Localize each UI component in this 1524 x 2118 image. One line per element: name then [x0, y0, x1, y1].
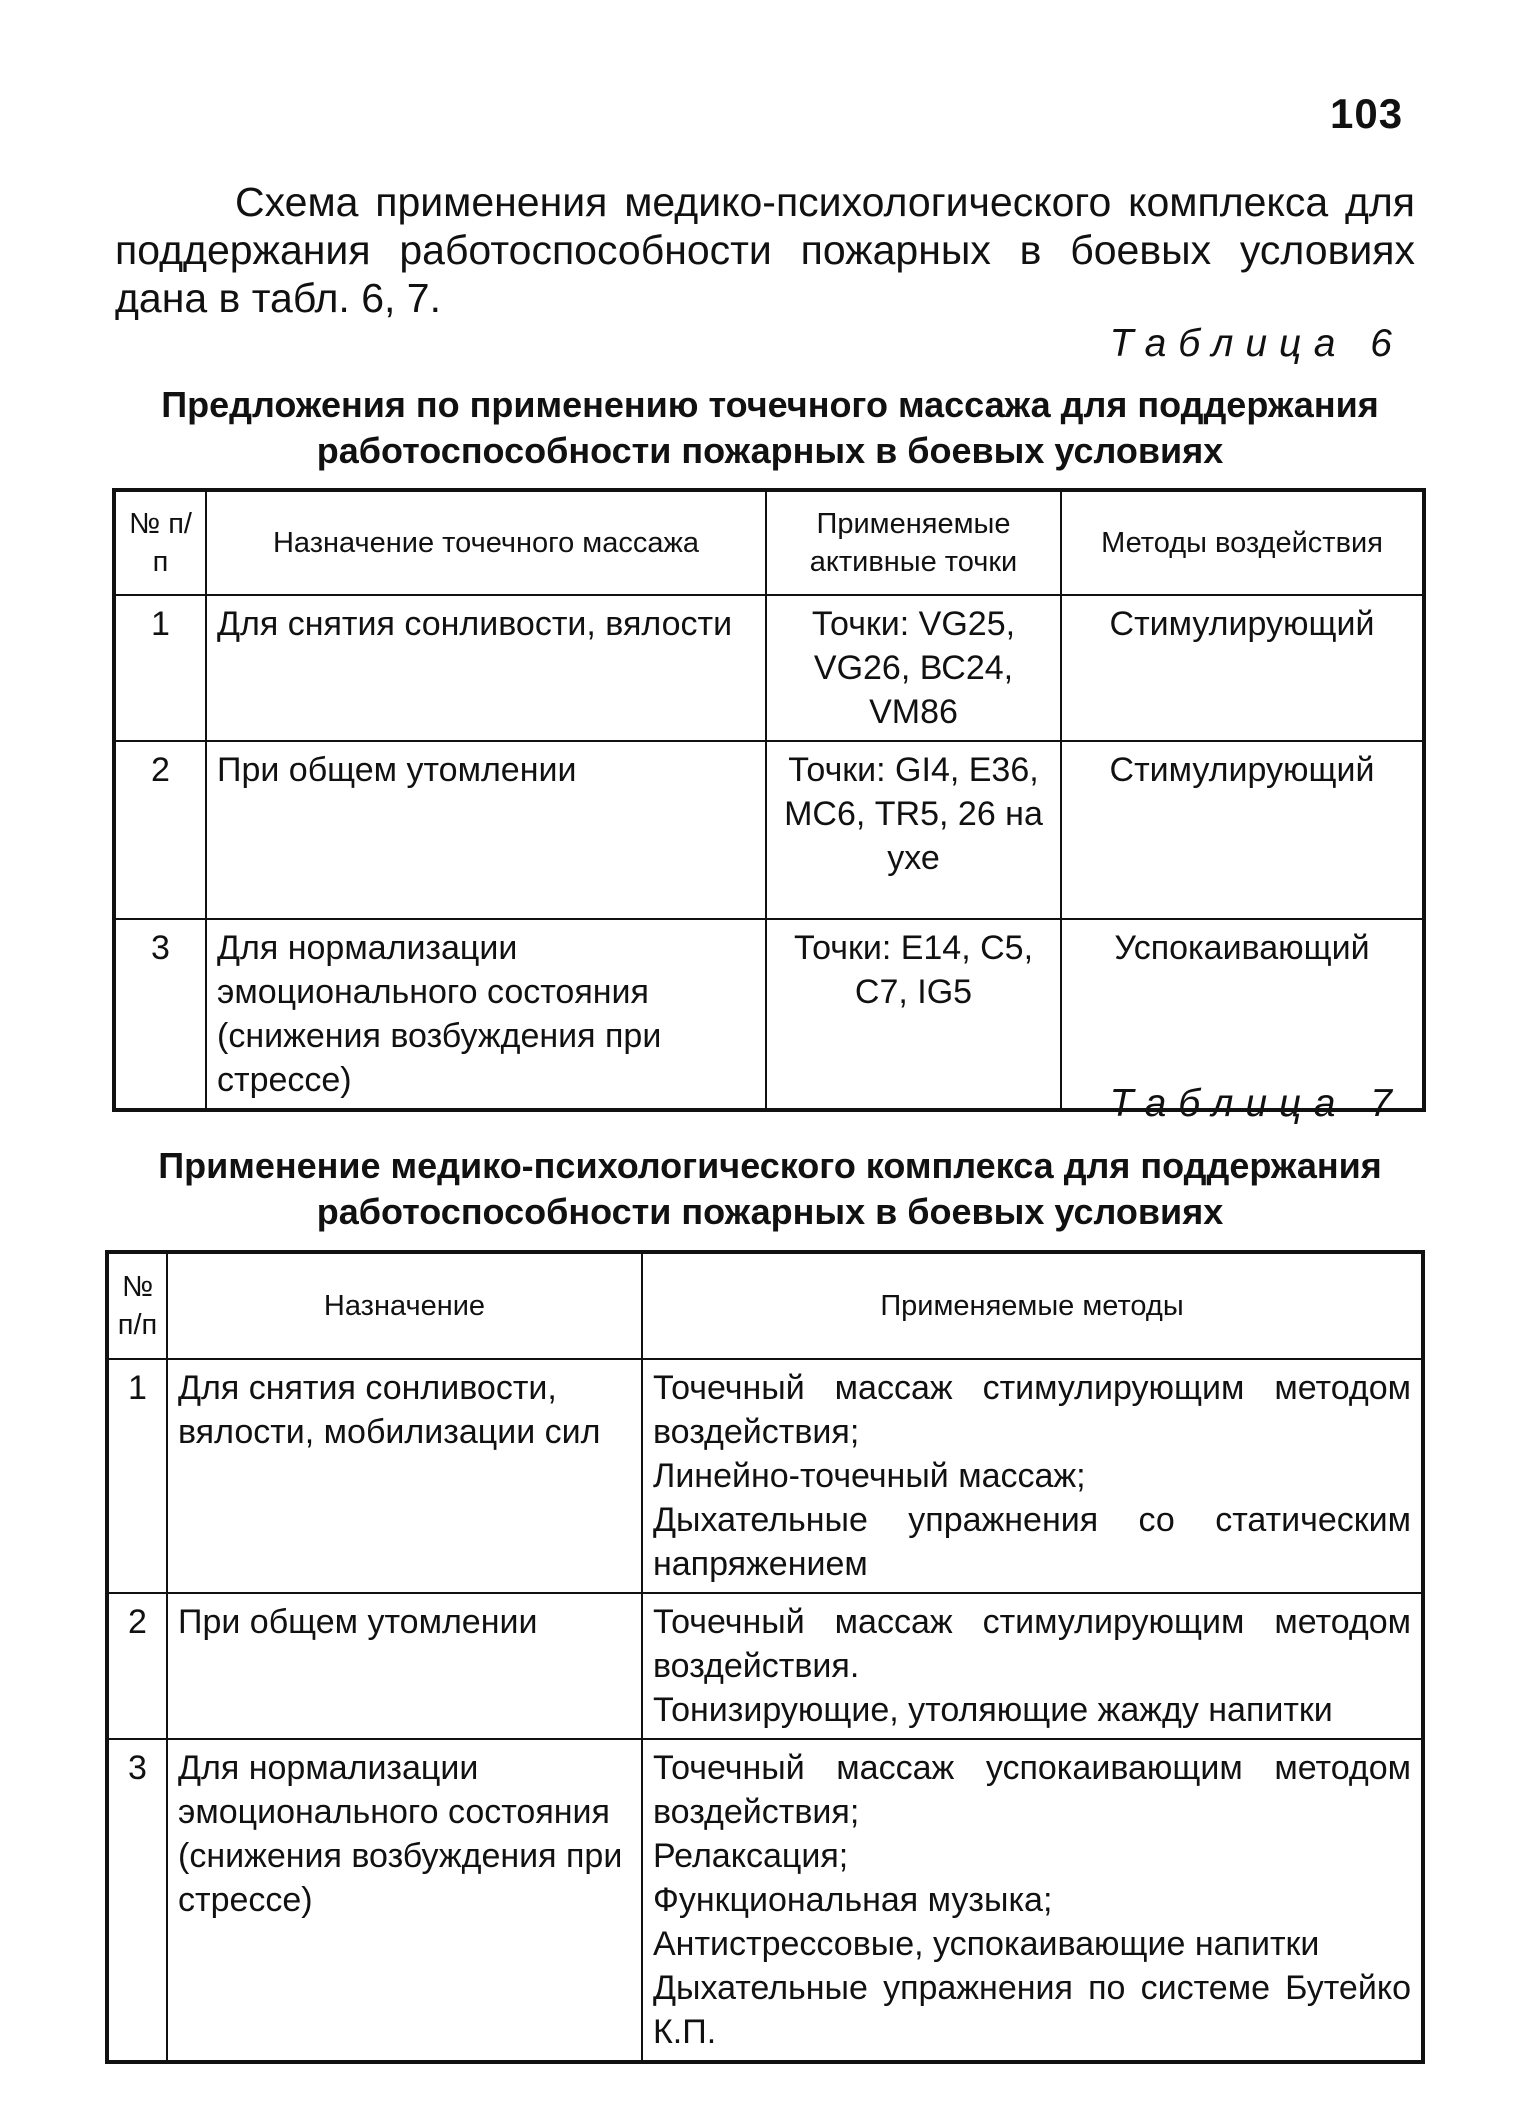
table7-header-purpose: Назначение	[167, 1252, 642, 1359]
method-line: Точечный массаж стимулирующим методом воздействия.	[653, 1603, 1411, 1685]
method-line: Точечный массаж успокаивающим методом воздействия;	[653, 1749, 1411, 1831]
row-methods	[642, 1739, 1423, 2062]
method-line: Дыхательные упражнения со статическим напряжением	[653, 1501, 1411, 1583]
table-row	[107, 1739, 1423, 2062]
row-methods	[642, 1359, 1423, 1593]
row-purpose: Для нормализации эмоционального состояния (снижения возбуждения при стрессе)	[206, 919, 766, 1110]
method-line: Дыхательные упражнения по системе Бутейко К.П.	[653, 1969, 1411, 2051]
method-line: Линейно-точечный массаж;	[653, 1457, 1086, 1495]
table-row	[107, 1359, 1423, 1593]
page-number: 103	[1330, 90, 1404, 137]
row-number: 2	[107, 1593, 167, 1739]
row-method: Стимулирующий	[1061, 595, 1424, 741]
table7	[105, 1250, 1425, 2064]
table-row	[114, 595, 1424, 741]
row-method: Стимулирующий	[1061, 741, 1424, 919]
table7-header-methods: Применяемые методы	[642, 1252, 1423, 1359]
table-row	[114, 741, 1424, 919]
table7-label: Таблица 7	[1109, 1082, 1404, 1125]
table7-header-num: № п/п	[107, 1252, 167, 1359]
row-purpose: Для снятия сонливости, вялости	[206, 595, 766, 741]
row-purpose: Для нормализации эмоционального состояния (снижения возбуждения при стрессе)	[167, 1739, 642, 2062]
row-purpose: При общем утомлении	[206, 741, 766, 919]
row-number: 1	[114, 595, 206, 741]
row-methods	[642, 1593, 1423, 1739]
table-row	[107, 1593, 1423, 1739]
row-number: 2	[114, 741, 206, 919]
method-line: Антистрессовые, успокаивающие напитки	[653, 1925, 1320, 1963]
row-points: Точки: GI4, Е36, МС6, TR5, 26 на ухе	[766, 741, 1061, 919]
table6-header-purpose: Назначение точечного массажа	[206, 490, 766, 595]
method-line: Точечный массаж стимулирующим методом воздействия;	[653, 1369, 1411, 1451]
row-points: Точки: Е14, С5, С7, IG5	[766, 919, 1061, 1110]
row-number: 3	[114, 919, 206, 1110]
row-number: 1	[107, 1359, 167, 1593]
row-method: Успокаивающий	[1061, 919, 1424, 1110]
intro-paragraph: Схема применения медико-психологического комплекса для поддержания работоспособности пожарных в боевых условиях дана в табл. 6, 7.	[115, 179, 1415, 321]
method-line: Релаксация;	[653, 1837, 849, 1875]
table6-header-points: Применяемые активные точки	[766, 490, 1061, 595]
row-points: Точки: VG25, VG26, ВС24, VM86	[766, 595, 1061, 741]
table7-header-row	[107, 1252, 1423, 1359]
row-purpose: Для снятия сонливости, вялости, мобилизации сил	[167, 1359, 642, 1593]
row-purpose: При общем утомлении	[167, 1593, 642, 1739]
table6-header-method: Методы воздействия	[1061, 490, 1424, 595]
table6-header-row	[114, 490, 1424, 595]
table7-title: Применение медико-психологического комплекса для поддержания работоспособности пожарных в боевых условиях	[158, 1145, 1382, 1232]
method-line: Функциональная музыка;	[653, 1881, 1053, 1919]
row-number: 3	[107, 1739, 167, 2062]
method-line: Тонизирующие, утоляющие жажду напитки	[653, 1691, 1333, 1729]
table6	[112, 488, 1426, 1112]
table6-header-num: № п/п	[114, 490, 206, 595]
table6-label: Таблица 6	[1109, 322, 1404, 365]
table6-title: Предложения по применению точечного массажа для поддержания работоспособности пожарных в боевых условиях	[161, 384, 1379, 471]
